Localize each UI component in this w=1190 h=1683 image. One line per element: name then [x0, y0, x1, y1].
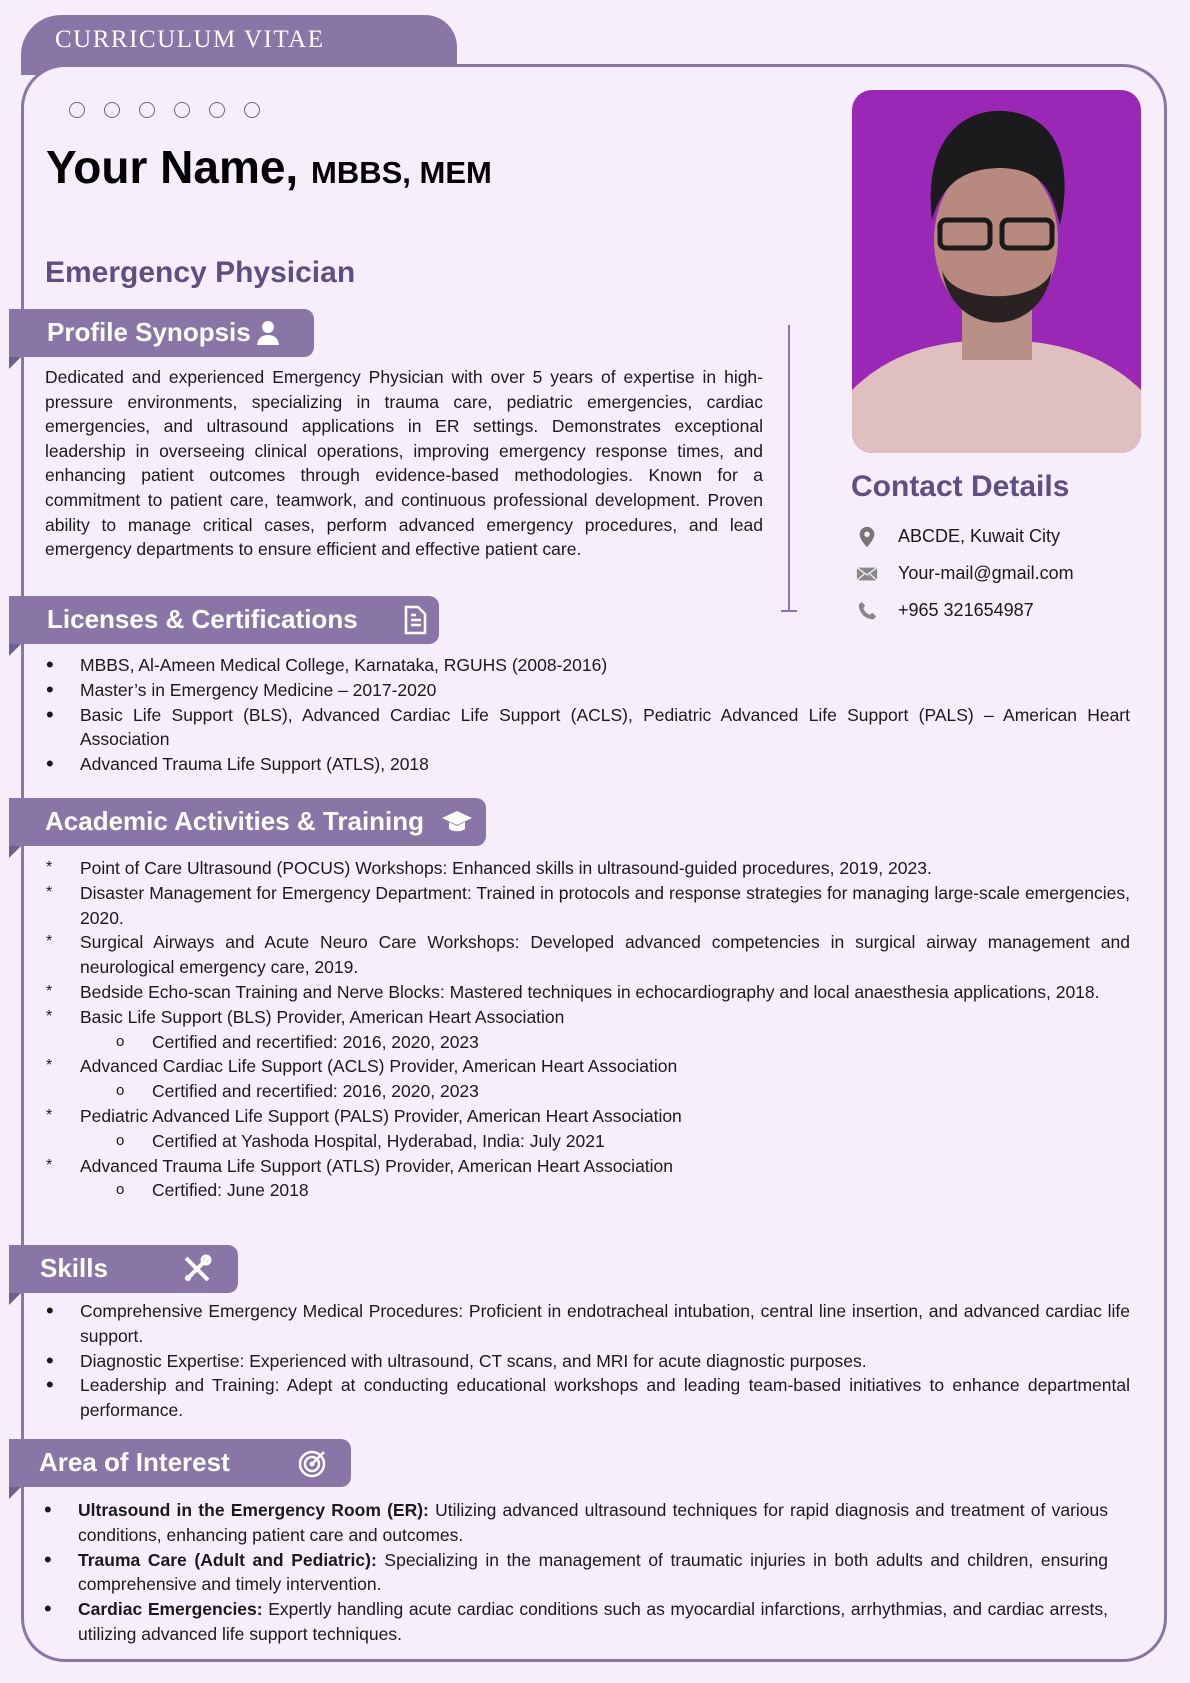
- section-interest-header: Area of Interest: [9, 1439, 351, 1487]
- location-pin-icon: [856, 526, 878, 548]
- academic-list: [40, 856, 1130, 1203]
- list-item: • MBBS, Al-Ameen Medical College, Karnataka, RGUHS (2008-2016): [40, 653, 1130, 678]
- section-profile-header: Profile Synopsis: [9, 309, 314, 357]
- job-title: Emergency Physician: [45, 256, 356, 289]
- section-licenses-header: Licenses & Certifications: [9, 596, 439, 644]
- list-item: • Basic Life Support (BLS), Advanced Cardiac Life Support (ACLS), Pediatric Advanced Life Support (PALS) – American Heart Association: [40, 703, 1130, 753]
- contact-address: ABCDE, Kuwait City: [856, 518, 1074, 555]
- licenses-list: [40, 653, 1130, 777]
- list-item: • Diagnostic Expertise: Experienced with ultrasound, CT scans, and MRI for acute diagnostic purposes.: [40, 1349, 1130, 1374]
- list-item: • Cardiac Emergencies: Expertly handling acute cardiac conditions such as myocardial infarctions, arrhythmias, and cardiac arrests, utilizing advanced life support techniques.: [38, 1597, 1108, 1647]
- candidate-name: Your Name, MBBS, MEM: [46, 141, 492, 193]
- list-item: • Leadership and Training: Adept at conducting educational workshops and leading team-based initiatives to enhance departmental performance.: [40, 1373, 1130, 1423]
- credentials: MBBS, MEM: [311, 155, 492, 190]
- list-item: • Trauma Care (Adult and Pediatric): Specializing in the management of traumatic injuries in both adults and children, ensuring comprehensive and timely intervention.: [38, 1548, 1108, 1598]
- sub-list-item: o Certified: June 2018: [40, 1178, 1130, 1203]
- document-icon: [399, 604, 431, 636]
- list-item: * Advanced Cardiac Life Support (ACLS) Provider, American Heart Association: [40, 1054, 1130, 1079]
- list-item: • Master’s in Emergency Medicine – 2017-2020: [40, 678, 1130, 703]
- sub-list-item: o Certified and recertified: 2016, 2020, 2023: [40, 1030, 1130, 1055]
- list-item: * Basic Life Support (BLS) Provider, American Heart Association: [40, 1005, 1130, 1030]
- divider-line: [788, 325, 790, 612]
- contact-list: [856, 518, 1074, 629]
- decorative-dots: [69, 102, 260, 118]
- user-icon: [252, 317, 284, 349]
- graduation-cap-icon: [441, 806, 473, 838]
- list-item: * Pediatric Advanced Life Support (PALS) Provider, American Heart Association: [40, 1104, 1130, 1129]
- list-item: * Bedside Echo-scan Training and Nerve Blocks: Mastered techniques in echocardiography and local anaesthesia applications, 2018.: [40, 980, 1130, 1005]
- envelope-icon: [856, 563, 878, 585]
- phone-icon: [856, 600, 878, 622]
- profile-text: Dedicated and experienced Emergency Physician with over 5 years of expertise in high-pressure environments, specializing in trauma care, pediatric emergencies, cardiac emergencies, and ultrasound applications in ER settings. Demonstrates exceptional leadership in overseeing clinical operations, improving emergency response times, and enhancing patient outcomes through evidence-based methodologies. Known for a commitment to patient care, teamwork, and continuous professional development. Proven ability to manage critical cases, perform advanced emergency procedures, and lead emergency departments to ensure efficient and effective patient care.: [45, 367, 763, 560]
- list-item: * Point of Care Ultrasound (POCUS) Workshops: Enhanced skills in ultrasound-guided procedures, 2019, 2023.: [40, 856, 1130, 881]
- section-skills-header: Skills: [9, 1245, 238, 1293]
- tools-icon: [181, 1253, 213, 1285]
- interest-list: [38, 1498, 1108, 1647]
- list-item: • Comprehensive Emergency Medical Procedures: Proficient in endotracheal intubation, central line insertion, and advanced cardiac life support.: [40, 1299, 1130, 1349]
- list-item: • Ultrasound in the Emergency Room (ER): Utilizing advanced ultrasound techniques for rapid diagnosis and treatment of various conditions, enhancing patient care and outcomes.: [38, 1498, 1108, 1548]
- target-icon: [297, 1447, 329, 1479]
- sub-list-item: o Certified at Yashoda Hospital, Hyderabad, India: July 2021: [40, 1129, 1130, 1154]
- profile-photo: [852, 90, 1141, 453]
- list-item: • Advanced Trauma Life Support (ATLS), 2018: [40, 752, 1130, 777]
- contact-phone[interactable]: +965 321654987: [856, 592, 1074, 629]
- list-item: * Disaster Management for Emergency Department: Trained in protocols and response strategies for managing large-scale emergencies, 2020.: [40, 881, 1130, 931]
- list-item: * Surgical Airways and Acute Neuro Care Workshops: Developed advanced competencies in surgical airway management and neurological emergency care, 2019.: [40, 930, 1130, 980]
- sub-list-item: o Certified and recertified: 2016, 2020, 2023: [40, 1079, 1130, 1104]
- contact-title: Contact Details: [851, 470, 1070, 503]
- cv-title: CURRICULUM VITAE: [55, 26, 325, 53]
- contact-email[interactable]: Your-mail@gmail.com: [856, 555, 1074, 592]
- list-item: * Advanced Trauma Life Support (ATLS) Provider, American Heart Association: [40, 1154, 1130, 1179]
- skills-list: [40, 1299, 1130, 1423]
- section-academic-header: Academic Activities & Training: [9, 798, 486, 846]
